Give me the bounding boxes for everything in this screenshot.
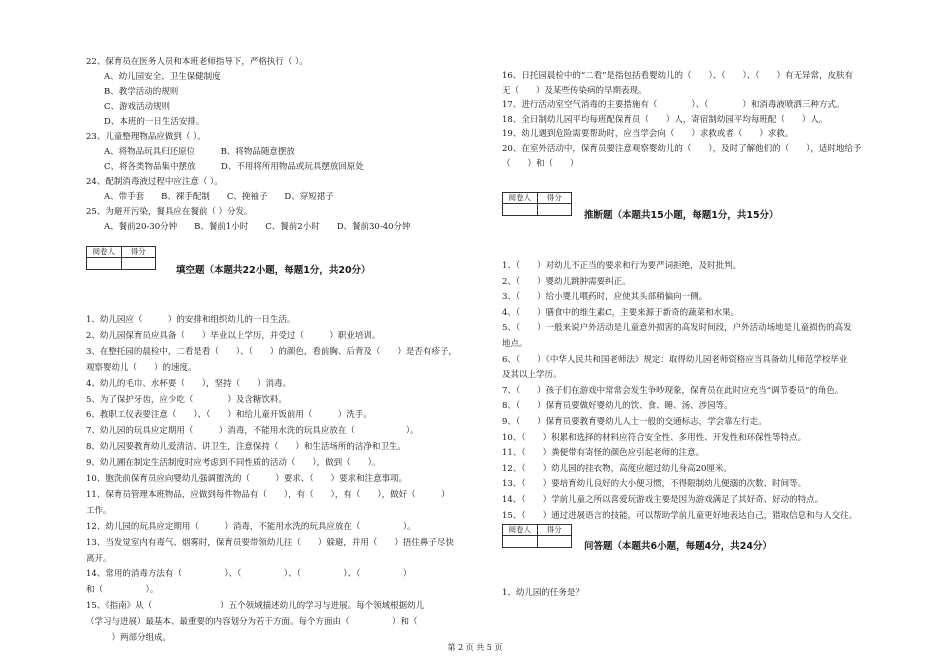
question-line: 13、当发觉室内有毒气、烟雾时，保育员要带领幼儿往（ ）躲避，并用（ ）捂住鼻子尽快 (86, 537, 454, 548)
question-line: 8、幼儿园要教育幼儿爱清洁、讲卫生，注意保持（ ）和生活场所的洁净和卫生。 (86, 442, 406, 453)
question-line: 15、《指南》从（ ）五个领域描述幼儿的学习与进展。每个领域根据幼儿 (86, 601, 425, 612)
score-box (502, 192, 572, 216)
question-line: 12、（ ）幼儿园的挂衣物，高度应超过幼儿身高20厘米。 (502, 463, 732, 474)
question-line: D、本班的一日生活安排。 (104, 117, 205, 127)
question-line: B、教学活动的规则 (104, 87, 179, 97)
question-line: 1、（ ）对幼儿不正当的要求和行为要严词拒绝，及时批判。 (502, 261, 742, 271)
score-box (502, 524, 572, 548)
question-line: 10、（ ）积累和选择的材料应符合安全性、多用性、开发性和环保性等特点。 (502, 432, 807, 443)
question-line: 3、（ ）给小婴儿喂药时，应使其头部稍偏向一侧。 (502, 292, 708, 303)
question-line: 2、幼儿园保育员应具备（ ）毕业以上学历，并受过（ ）职业培训。 (86, 330, 381, 341)
question-line: 11、保育员管理本班物品，应做到每件物品有（ ），有（ ），有（ ），做好（ ） (86, 489, 450, 500)
question-line: 2、（ ）婴幼儿跳肿需要纠正。 (502, 276, 631, 287)
question-line: 23、儿童整理物品应做到（ ）。 (86, 132, 206, 142)
question-line: 13、（ ）要培育幼儿良好的大小便习惯，不得限制幼儿便溺的次数、时间等。 (502, 479, 807, 490)
question-line: 1、幼儿园应（ ）的安排和组织幼儿的一日生活。 (86, 315, 296, 325)
question-line: 9、幼儿圃在制定生活制度时应考虑到不同性质的活动（ ），做到（ ）。 (86, 458, 381, 469)
question-line: A、餐前20-30分钟 B、餐前1小时 C、餐前2小时 D、餐前30-40分钟 (104, 222, 411, 232)
question-line: 及其以上学历。 (502, 370, 562, 381)
question-line: 14、常用的消毒方法有（ ）、（ ）、（ ）、（ ） (86, 569, 412, 580)
score-label: 得分 (130, 247, 146, 256)
qa-section-title: 问答题（本题共6小题，每题4分，共24分） (584, 541, 772, 552)
fill-section-title: 填空题（本题共22小题，每题1分，共20分） (176, 265, 371, 276)
reviewer-label: 阅卷人 (503, 193, 538, 203)
question-line: 7、（ ）孩子们在游戏中常常会发生争吵现象，保育员在此时应充当“调节委员”的角色。 (502, 385, 844, 396)
question-line: C、将各类物品集中摆放 D、不用将所用物品或玩具摆放回原处 (104, 162, 364, 172)
question-line: 5、（ ）一般来说户外活动是儿童意外损害的高发时间段，户外活动场地是儿童损伤的高发 (502, 323, 852, 334)
question-line: 20、在室外活动中，保育员要注意观察婴幼儿的（ ），及时了解他们的（ ），适时地给予 (502, 144, 862, 154)
question-line: 25、为避开污染，餐具应在餐前（ ）分发。 (86, 207, 253, 217)
question-line: 12、幼儿园的玩具应定期用（ ）消毒，不能用水洗的玩具应放在（ ）。 (86, 521, 416, 532)
question-line: A、将物品玩具归还原位 B、将物品随意摆放 (104, 147, 295, 157)
question-line: 22、保育员在医务人员和本班老师指导下，严格执行（ ）。 (86, 57, 308, 67)
question-line: 1、幼儿园的任务是？ (502, 588, 584, 598)
question-line: 8、（ ）保育员要做好婴幼儿的饮、食、睡、汤、涉园等。 (502, 401, 733, 412)
reviewer-label: 阅卷人 (87, 247, 122, 257)
question-line: C、游戏活动规则 (104, 102, 171, 112)
question-line: 观察婴幼儿（ ）的速度。 (86, 362, 197, 373)
reviewer-label: 阅卷人 (503, 525, 538, 535)
score-label: 得分 (546, 193, 562, 202)
question-line: 9、（ ）保育员要教育婴幼儿人士一般的交通标志，学会靠左行走。 (502, 417, 767, 427)
page-footer: 第 2 页 共 5 页 (447, 643, 503, 652)
score-box (86, 246, 156, 270)
question-line: 地点。 (502, 339, 528, 349)
question-line: ）两部分组成。 (86, 633, 172, 643)
judge-section-title: 推断题（本题共15小题，每题1分，共15分） (584, 210, 779, 221)
question-line: 16、日托园晨检中的“二看”是指包括看婴幼儿的（ ）、（ ）、（ ）有无异常，皮肤有 (502, 71, 854, 81)
question-line: 4、（ ）膳食中的维生素C，主要来源于新奇的蔬菜和水果。 (502, 307, 740, 318)
question-line: （学习与进展）最基本、最重要的内容划分为若干方面。每个方面由（ ）和（ (86, 617, 444, 628)
question-line: 离开。 (86, 553, 112, 564)
question-line: 6、教职工仪表要注意（ ）、（ ）和给儿童开饭前用（ ）洗手。 (86, 410, 372, 421)
score-label: 得分 (546, 525, 562, 534)
question-line: 14、（ ）学前儿童之所以喜爱玩游戏主要是因为游戏满足了其好奇、好动的特点。 (502, 495, 824, 505)
question-line: 3、在整托园的晨检中，二看是看（ ）、（ ）的颜色，看前胸、后背及（ ）是否有疹子， (86, 346, 457, 357)
question-line: 7、幼儿园的玩具应定期用（ ）消毒，不能用水洗的玩具应放在（ ）。 (86, 426, 419, 437)
question-line: 无（ ）及某些传染病的早期表现。 (502, 85, 647, 96)
question-line: 工作。 (86, 505, 112, 516)
question-line: 6、（ ）《中华人民共和国老师法》规定：取得幼儿园老师资格应当具备幼儿师范学校毕业 (502, 354, 848, 365)
question-line: A、幼儿园安全、卫生保健制度 (104, 72, 221, 82)
question-line: 4、幼儿的毛巾、水杯要（ ），坚持（ ）消毒。 (86, 378, 292, 389)
question-line: 24、配制消毒液过程中应注意（ ）。 (86, 177, 223, 187)
question-line: A、带手套 B、裸手配制 C、挽袖子 D、穿短裙子 (104, 192, 334, 202)
question-line: 18、全日制幼儿园平均每班配保育员（ ）人，寄宿制幼园平均每班配（ ）人。 (502, 114, 828, 125)
question-line: 11、（ ）粪便带有寄怪的颜色应引起老师的注意。 (502, 448, 705, 459)
question-line: 5、为了保护牙齿，应少吃（ ）及含糖饮料。 (86, 394, 287, 405)
question-line: 10、胞洗前保育员应向婴幼儿强调盥洗的（ ）要求、（ ）要求和注意事项。 (86, 474, 408, 484)
question-line: （ ）和（ ） (502, 158, 579, 169)
question-line: 15、（ ）通过进展语言的技能，可以帮助学前儿童更好地表达自己，猎取信息和与人交往。 (502, 510, 858, 521)
question-line: 17、进行活动室空气消毒的主要措施有（ ）、（ ）和消毒液喷洒三种方式。 (502, 100, 845, 111)
question-line: 19、幼儿遇到危险需要帮助时，应当学会向（ ）求救或者（ ）求救。 (502, 129, 794, 140)
question-line: 和（ ）。 (86, 585, 159, 596)
